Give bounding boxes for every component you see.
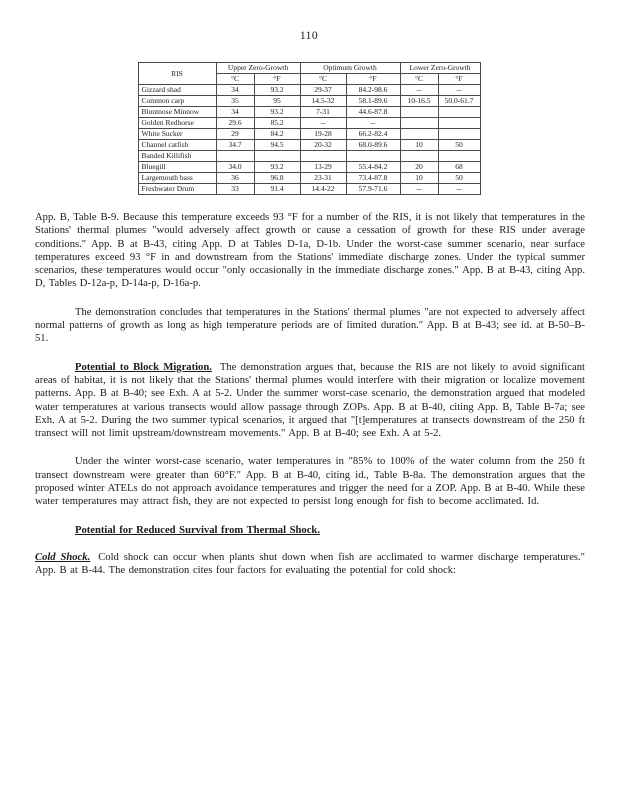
temperature-value-cell: 19-28 (300, 129, 346, 140)
temperature-value-cell: 34 (216, 85, 254, 96)
temperature-value-cell: 73.4-87.8 (346, 173, 400, 184)
temperature-value-cell: -- (438, 85, 480, 96)
table-row (138, 85, 480, 96)
temperature-value-cell: 93.2 (254, 85, 300, 96)
temperature-value-cell (438, 151, 480, 162)
temperature-value-cell: 20-32 (300, 140, 346, 151)
species-name-cell: Freshwater Drum (138, 184, 216, 195)
species-name-cell: Common carp (138, 96, 216, 107)
paragraph-winter-scenario: Under the winter worst-case scenario, water temperatures in "85% to 100% of the water column from the 250 ft transect downstream were greater than 60°F." App. B at B-40, citing id., Table B-8a. The demonstration argues that the proposed winter ATELs do not approach avoidance temperatures and trigger the need for a ZOP. App. B at B-40. While these water temperatures may attract fish, they are not expected to persist long enough for fish to become acclimated. Id. (35, 456, 585, 508)
temperature-value-cell: 10-16.5 (400, 96, 438, 107)
temperature-value-cell: 93.2 (254, 162, 300, 173)
temperature-value-cell (216, 151, 254, 162)
temperature-value-cell: 68.0-89.6 (346, 140, 400, 151)
temperature-value-cell (400, 118, 438, 129)
subheader-fahrenheit: °F (438, 74, 480, 85)
temperature-value-cell (346, 151, 400, 162)
temperature-value-cell: 20 (400, 162, 438, 173)
thermal-shock-section-heading: Potential for Reduced Survival from Thermal Shock. (75, 524, 320, 536)
temperature-value-cell (400, 151, 438, 162)
temperature-value-cell: 68 (438, 162, 480, 173)
table-row (138, 118, 480, 129)
temperature-value-cell: 34 (216, 107, 254, 118)
temperature-value-cell: -- (346, 118, 400, 129)
temperature-value-cell (438, 129, 480, 140)
temperature-value-cell: 50 (438, 173, 480, 184)
temperature-value-cell: 50 (438, 140, 480, 151)
temperature-value-cell: 84.2-98.6 (346, 85, 400, 96)
paragraph-growth-effects: App. B, Table B-9. Because this temperature exceeds 93 °F for a number of the RIS, it is not likely that temperatures in the Stations' thermal plumes "would adversely affect growth or cause a cessation of growth for these RIS under average conditions." App. B at B-43, citing App. D at Tables D-1a, D-1b. Under the worst-case summer scenario, near surface temperatures exceed 93 °F in and downstream from the Stations' immediate discharge zones. Under the typical summer scenarios, these temperatures would occur "only occasionally in the immediate discharge zones." App. B at B-43, citing App. D, Tables D-12a-p, D-14a-p, D-16a-p. (35, 212, 585, 290)
temperature-value-cell (400, 129, 438, 140)
species-name-cell: Golden Redhorse (138, 118, 216, 129)
temperature-value-cell: 58.1-89.6 (346, 96, 400, 107)
subheader-celsius: °C (400, 74, 438, 85)
table-header (138, 63, 480, 85)
temperature-value-cell: 93.2 (254, 107, 300, 118)
page-number: 110 (299, 30, 319, 42)
temperature-value-cell: -- (438, 184, 480, 195)
temperature-value-cell: 34.7 (216, 140, 254, 151)
table-row (138, 107, 480, 118)
temperature-value-cell: 57.9-71.6 (346, 184, 400, 195)
ris-temperature-table (138, 62, 481, 195)
temperature-value-cell: 84.2 (254, 129, 300, 140)
temperature-value-cell: 10 (400, 173, 438, 184)
cold-shock-paragraph-text: Cold shock can occur when plants shut down when fish are acclimated to warmer discharge temperatures." App. B at B-44. The demonstration cites four factors for evaluating the potential for cold shock: (35, 551, 585, 577)
temperature-value-cell: 44.6-87.8 (346, 107, 400, 118)
table-row (138, 151, 480, 162)
temperature-value-cell: -- (400, 85, 438, 96)
temperature-value-cell: 34.0 (216, 162, 254, 173)
table-row (138, 140, 480, 151)
subheader-fahrenheit: °F (346, 74, 400, 85)
temperature-value-cell: 85.2 (254, 118, 300, 129)
table-row (138, 129, 480, 140)
temperature-value-cell: 14.4-22 (300, 184, 346, 195)
temperature-value-cell (438, 118, 480, 129)
species-name-cell: Gizzard shad (138, 85, 216, 96)
paragraph-cold-shock (35, 551, 585, 578)
species-name-cell: Channel catfish (138, 140, 216, 151)
table-header-row-groups (138, 63, 480, 74)
temperature-value-cell: 10 (400, 140, 438, 151)
paragraph-block-migration (35, 361, 585, 441)
table-row (138, 162, 480, 173)
cold-shock-run-in-label: Cold Shock. (35, 551, 91, 563)
temperature-value-cell: 7-31 (300, 107, 346, 118)
paragraph-demonstration-conclusion: The demonstration concludes that temperatures in the Stations' thermal plumes "are not expected to adversely affect normal patterns of growth as long as high temperature periods are of limited duration." App. B at B-43; see id. at B-50–B-51. (35, 306, 585, 345)
temperature-value-cell: 23-31 (300, 173, 346, 184)
migration-paragraph-text: The demonstration argues that, because the RIS are not likely to avoid significant areas of habitat, it is not likely that the Stations' thermal plumes would interfere with their migration or localize movement patterns. App. B at B-40; see Exh. A at 5-2. Under the summer worst-case scenario, the demonstration argued that modeled water temperatures at various transects would allow passage through ZOPs. App. B at B-40, citing App. B, Table B-7a; see Exh. A at 5-2. During the two summer typical scenarios, it argued that "[t]emperatures at transects downstream of the 250 ft transect will not limit upstream/downstream movements." App. B at B-40; see Exh. A at 5-2. (35, 361, 585, 440)
temperature-value-cell: 55.4-84.2 (346, 162, 400, 173)
species-name-cell: Bluegill (138, 162, 216, 173)
table-row (138, 96, 480, 107)
temperature-value-cell: 96.8 (254, 173, 300, 184)
temperature-value-cell: 29.6 (216, 118, 254, 129)
temperature-value-cell: 91.4 (254, 184, 300, 195)
migration-run-in-heading: Potential to Block Migration. (75, 361, 212, 373)
table-body (138, 85, 480, 195)
subheader-celsius: °C (300, 74, 346, 85)
temperature-value-cell (400, 107, 438, 118)
temperature-value-cell (254, 151, 300, 162)
table-corner-label: RIS (138, 63, 216, 85)
temperature-value-cell: 94.5 (254, 140, 300, 151)
temperature-value-cell: 13-29 (300, 162, 346, 173)
temperature-value-cell: 36 (216, 173, 254, 184)
temperature-value-cell: 33 (216, 184, 254, 195)
temperature-value-cell: 66.2-82.4 (346, 129, 400, 140)
table-row (138, 173, 480, 184)
species-name-cell: Largemouth bass (138, 173, 216, 184)
temperature-value-cell (300, 151, 346, 162)
temperature-value-cell: 29 (216, 129, 254, 140)
temperature-value-cell: 95 (254, 96, 300, 107)
species-name-cell: Banded Killifish (138, 151, 216, 162)
subheader-fahrenheit: °F (254, 74, 300, 85)
temperature-value-cell: 50.0-61.7 (438, 96, 480, 107)
col-group-upper-zero-growth: Upper Zero-Growth (216, 63, 300, 74)
temperature-value-cell: 14.5-32 (300, 96, 346, 107)
table-row (138, 184, 480, 195)
subheader-celsius: °C (216, 74, 254, 85)
temperature-value-cell: 29-37 (300, 85, 346, 96)
species-name-cell: White Sucker (138, 129, 216, 140)
col-group-lower-zero-growth: Lower Zero-Growth (400, 63, 480, 74)
temperature-value-cell: -- (400, 184, 438, 195)
species-name-cell: Bluntnose Minnow (138, 107, 216, 118)
temperature-value-cell: -- (300, 118, 346, 129)
col-group-optimum-growth: Optimum Growth (300, 63, 400, 74)
temperature-value-cell (438, 107, 480, 118)
document-body (0, 195, 618, 578)
temperature-value-cell: 35 (216, 96, 254, 107)
